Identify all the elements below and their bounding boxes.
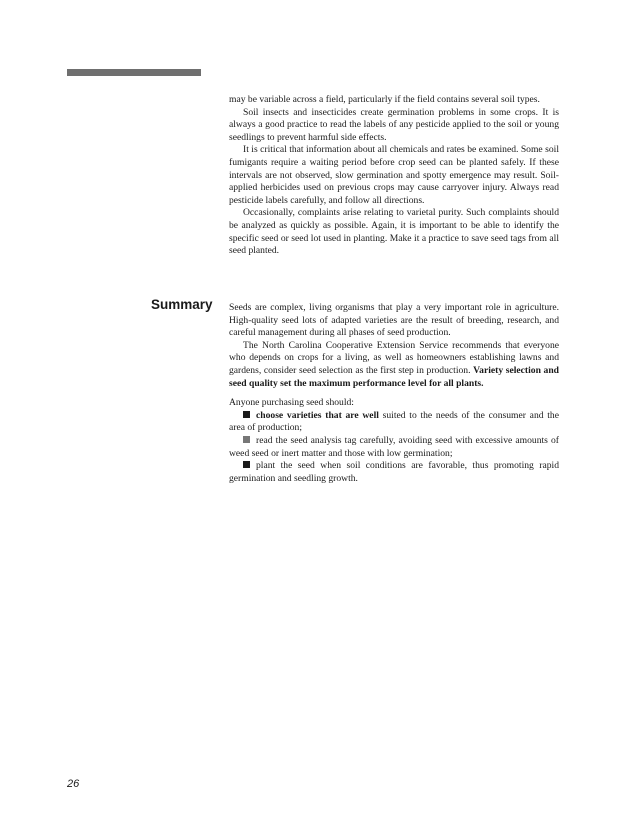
header-rule xyxy=(67,69,201,76)
bullet-item-read-tag xyxy=(229,435,559,460)
bullet-text: read the seed analysis tag carefully, avoiding seed with excessive amounts of weed seed or inert matter and those with low germination; xyxy=(229,434,559,459)
bullet-item-choose-varieties xyxy=(229,410,559,435)
paragraph-continued: may be variable across a field, particularly if the field contains several soil types. xyxy=(229,94,540,105)
summary-paragraph-recommendation xyxy=(229,340,559,390)
paragraph-soil-insects: Soil insects and insecticides create germination problems in some crops. It is always a good practice to read the labels of any pesticide applied to the soil or young seedlings to prevent harmful side effects. xyxy=(229,106,559,143)
summary-paragraph-seeds: Seeds are complex, living organisms that play a very important role in agriculture. High-quality seed lots of adapted varieties are the result of breeding, research, and careful management during all phases of seed production. xyxy=(229,302,559,339)
summary-heading: Summary xyxy=(151,297,213,312)
lead-in-text: Anyone purchasing seed should: xyxy=(229,397,354,409)
paragraph-chemicals: It is critical that information about all chemicals and rates be examined. Some soil fumigants require a waiting period before crop seed can be planted safely. If these intervals are not observed, slow germination and spotty emergence may result. Soil-applied herbicides used on previous crops may cause carryover injury. Always read pesticide labels carefully, and follow all directions. xyxy=(229,144,559,206)
paragraph-varietal-purity: Occasionally, complaints arise relating to varietal purity. Such complaints should be analyzed as quickly as possible. Again, it is important to be able to identify the specific seed or seed lot used in planting. Make it a practice to save seed tags from all seed planted. xyxy=(229,207,559,257)
bullet-text: suited to the needs of the consumer and the area of production; xyxy=(229,409,559,434)
recommendation-text: The North Carolina Cooperative Extension Service recommends that everyone who depends on crops for a living, as well as homeowners establishing lawns and gardens, consider seed selection as the first step in production. xyxy=(229,339,559,376)
recommendation-bold-text: Variety selection and seed quality set the maximum performance level for all plants. xyxy=(229,364,559,389)
bullet-lead-text: choose varieties that are well xyxy=(256,409,379,421)
square-bullet-icon xyxy=(243,411,250,418)
bullet-item-plant-seed xyxy=(229,460,559,485)
page-number: 26 xyxy=(67,778,80,790)
summary-text-column xyxy=(229,302,559,485)
square-bullet-icon xyxy=(243,436,250,443)
square-bullet-icon xyxy=(243,461,250,468)
top-text-column xyxy=(229,94,559,258)
bullet-text: plant the seed when soil conditions are favorable, thus promoting rapid germination and seedling growth. xyxy=(229,460,559,484)
